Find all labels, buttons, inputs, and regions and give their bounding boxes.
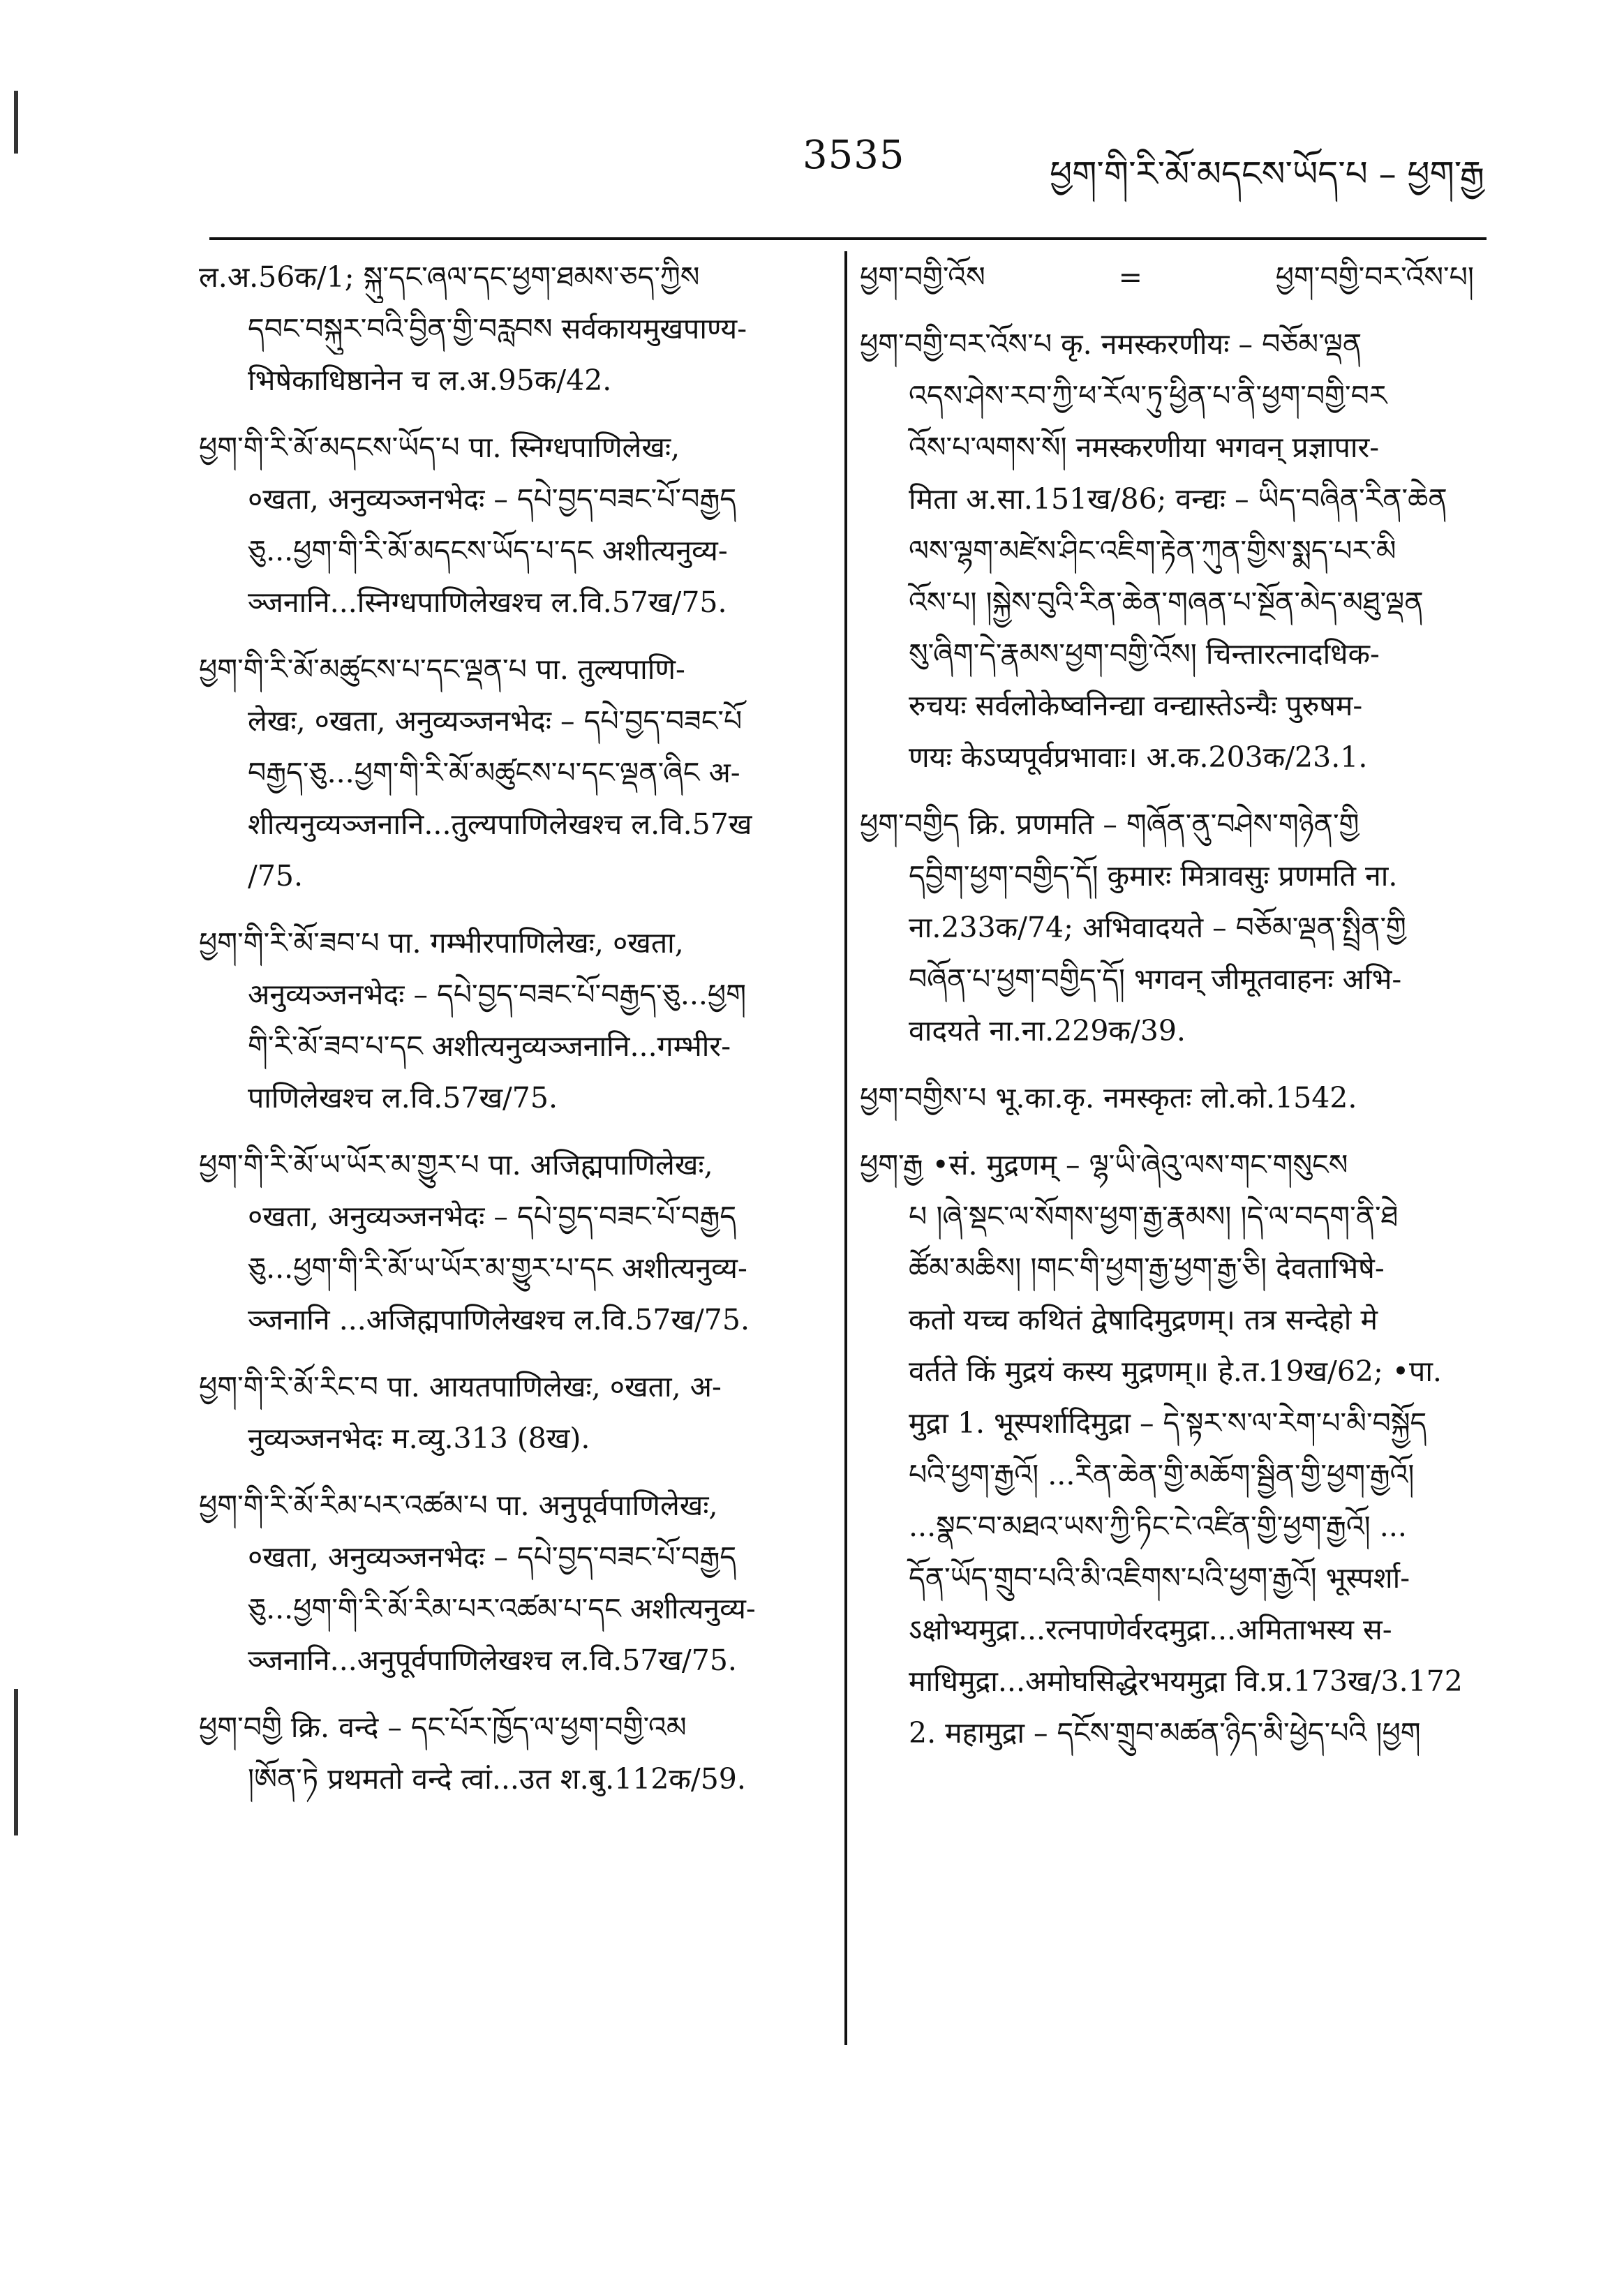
entry-line: དོན་ཡོད་གྲུབ་པའི་མི་འཇིགས་པའི་ཕྱག་རྒྱའོ། भूस्पर्शा- bbox=[909, 1561, 1410, 1595]
entry-line: ཅུ...ཕྱག་གི་རི་མོ་ཡ་ཡོར་མ་གྱུར་པ་དང अशीत्यनुव्य- bbox=[248, 1251, 747, 1285]
dictionary-entry bbox=[860, 251, 1474, 303]
entry-line: रुचयः सर्वलोकेष्वनिन्द्या वन्द्यास्तेऽन्यैः पुरुषम- bbox=[909, 689, 1363, 722]
page-header bbox=[0, 133, 1624, 195]
cross-reference-eq: = bbox=[1118, 260, 1142, 294]
entry-headline: ཕྱག་བགྱིས་པ भू.का.कृ. नमस्कृतः लो.को.1542. bbox=[860, 1081, 1357, 1115]
entry-line: वादयते ना.ना.229क/39. bbox=[909, 1014, 1186, 1048]
entry-line: ०खता, अनुव्यञ्जनभेदः – དཔེ་བྱད་བཟང་པོ་བརྒྱད bbox=[248, 1540, 737, 1574]
entry-line: འོས་པ་ལགས་སོ། नमस्करणीया भगवन् प्रज्ञापार- bbox=[909, 431, 1380, 464]
entry-headline: ཕྱག་གི་རི་མོ་ཟབ་པ पा. गम्भीरपाणिलेखः, ०खता, bbox=[199, 926, 684, 960]
entry-line: ཅུ...ཕྱག་གི་རི་མོ་མདངས་ཡོད་པ་དང अशीत्यनुव्य- bbox=[248, 534, 728, 567]
dictionary-entry bbox=[199, 1139, 834, 1346]
entry-line: मुद्रा 1. भूस्पर्शादिमुद्रा – དེ་སྟར་ས་ལ་རེག་པ་མི་བསྐྱོད bbox=[909, 1406, 1427, 1440]
entry-line: པ །ཞེ་སྡང་ལ་སོགས་ཕྱག་རྒྱ་རྣམས། །དེ་ལ་བདག་ནི་ཐེ bbox=[909, 1200, 1399, 1233]
entry-line: ०खता, अनुव्यञ्जनभेदः – དཔེ་བྱད་བཟང་པོ་བརྒྱད bbox=[248, 1200, 737, 1233]
dictionary-entry bbox=[860, 1072, 1474, 1124]
entry-line: मिता अ.सा.151ख/86; वन्द्यः – ཡིད་བཞིན་རིན་ཆེན bbox=[909, 482, 1447, 516]
dictionary-entry bbox=[199, 1361, 834, 1464]
cross-reference-line bbox=[860, 251, 1474, 303]
margin-mark bbox=[14, 91, 18, 154]
entry-headline: ཕྱག་གི་རི་མོ་རིང་བ पा. आयतपाणिलेखः, ०खता, अ- bbox=[199, 1370, 722, 1403]
cross-reference-target: ཕྱག་བགྱི་བར་འོས་པ། bbox=[1275, 260, 1474, 294]
entry-line: ...སྣང་བ་མཐའ་ཡས་ཀྱི་ཏིང་ངེ་འཛིན་གྱི་ཕྱག་རྒྱའོ། ... bbox=[909, 1510, 1407, 1543]
entry-line: शीत्यनुव्यञ्जनानि...तुल्यपाणिलेखश्च ल.वि.57ख bbox=[248, 807, 752, 841]
entry-headline: ཕྱག་གི་རི་མོ་ཡ་ཡོར་མ་གྱུར་པ पा. अजिह्मपाणिलेखः, bbox=[199, 1148, 713, 1182]
right-column bbox=[860, 251, 1474, 1774]
margin-mark bbox=[14, 1689, 18, 1835]
entry-line: अनुव्यञ्जनभेदः – དཔེ་བྱད་བཟང་པོ་བརྒྱད་ཅུ...ཕྱག bbox=[248, 978, 747, 1011]
entry-line: །ཨོན་ཏེ प्रथमतो वन्दे त्वां...उत श.बु.112क/59. bbox=[248, 1762, 746, 1796]
running-head: ཕྱག་གི་རི་མོ་མདངས་ཡོད་པ – ཕྱག་རྒྱ bbox=[1050, 154, 1484, 194]
entry-line: ञ्जनानि...अनुपूर्वपाणिलेखश्च ल.वि.57ख/75. bbox=[248, 1644, 737, 1677]
entry-line: བཞོན་པ་ཕྱག་བགྱིད་དོ། भगवन् जीमूतवाहनः अभि- bbox=[909, 962, 1402, 996]
entry-line: ऽक्षोभ्यमुद्रा...रत्नपाणेर्वरदमुद्रा...अमिताभस्य स- bbox=[909, 1613, 1392, 1646]
entry-line: ལས་ལྷག་མཛེས་ཤིང་འཇིག་རྟེན་ཀུན་གྱིས་སྨད་པར་མི bbox=[909, 534, 1396, 567]
dictionary-entry bbox=[199, 1701, 834, 1805]
entry-line: བརྒྱད་ཅུ...ཕྱག་གི་རི་མོ་མཚུངས་པ་དང་ལྡན་ཞིང अ- bbox=[248, 756, 740, 789]
entry-headline: ཕྱག་བགྱིད क्रि. प्रणमति – གཞོན་ནུ་བཤེས་གཉེན་གྱི bbox=[860, 807, 1359, 841]
dictionary-entry bbox=[860, 1139, 1474, 1759]
entry-line: 2. महामुद्रा – དངོས་གྲུབ་མཚན་ཉིད་མི་ཕྱེད་པའི །ཕྱག bbox=[909, 1716, 1421, 1750]
entry-line: ना.233क/74; अभिवादयते – བཅོམ་ལྡན་སྤྲིན་གྱི bbox=[909, 911, 1406, 944]
entry-headline: ल.अ.56क/1; སྐུ་དང་ཞལ་དང་ཕྱག་ཐམས་ཅད་ཀྱིས bbox=[199, 260, 700, 294]
header-rule bbox=[209, 237, 1487, 240]
dictionary-entry bbox=[199, 251, 834, 406]
entry-line: नुव्यञ्जनभेदः म.व्यु.313 (8ख). bbox=[248, 1422, 590, 1455]
dictionary-entry bbox=[199, 1480, 834, 1686]
entry-line: པའི་ཕྱག་རྒྱའོ། ...རིན་ཆེན་གྱི་མཆོག་སྦྱིན་གྱི་ཕྱག་རྒྱའོ། bbox=[909, 1458, 1415, 1491]
dictionary-entry bbox=[860, 798, 1474, 1057]
entry-line: वर्तते किं मुद्रयं कस्य मुद्रणम्॥ हे.त.19ख/62; •पा. bbox=[909, 1355, 1442, 1388]
dictionary-entry bbox=[199, 917, 834, 1124]
entry-line: སུ་ཞིག་དེ་རྣམས་ཕྱག་བགྱི་འོས། चिन्तारत्नादधिक- bbox=[909, 637, 1380, 671]
entry-line: भिषेकाधिष्ठानेन च ल.अ.95क/42. bbox=[248, 364, 612, 397]
entry-headline: ཕྱག་རྒྱ •सं. मुद्रणम् – ལྷ་ཡི་ཞེའུ་ལས་གང་གསུངས bbox=[860, 1148, 1348, 1182]
entry-line: ०खता, अनुव्यञ्जनभेदः – དཔེ་བྱད་བཟང་པོ་བརྒྱད bbox=[248, 482, 737, 516]
entry-headline: ཕྱག་གི་རི་མོ་མདངས་ཡོད་པ पा. स्निग्धपाणिलेखः, bbox=[199, 431, 680, 464]
dictionary-entry bbox=[860, 318, 1474, 783]
entry-line: ཚོམ་མཆིས། །གང་གི་ཕྱག་རྒྱ་ཕྱག་རྒྱ་ཅི། देवताभिषे- bbox=[909, 1251, 1385, 1285]
page-number: 3535 bbox=[803, 133, 905, 178]
entry-line: माधिमुद्रा...अमोघसिद्धेरभयमुद्रा वि.प्र.173ख/3.172 bbox=[909, 1664, 1463, 1698]
entry-line: འདས་ཤེས་རབ་ཀྱི་ཕ་རོལ་ཏུ་ཕྱིན་པ་ནི་ཕྱག་བགྱི་བར bbox=[909, 379, 1387, 412]
entry-line: लेखः, ०खता, अनुव्यञ्जनभेदः – དཔེ་བྱད་བཟང་པོ bbox=[248, 704, 743, 738]
entry-line: དབང་བསྐུར་བའི་བྱིན་གྱི་བརླབས सर्वकायमुखपाण्य- bbox=[248, 312, 747, 345]
entry-line: ཅུ...ཕྱག་གི་རི་མོ་རིམ་པར་འཚམ་པ་དང अशीत्यनुव्य- bbox=[248, 1592, 756, 1625]
entry-line: ञ्जनानि ...अजिह्मपाणिलेखश्च ल.वि.57ख/75. bbox=[248, 1303, 750, 1336]
entry-line: འོས་པ། །སྐྱེས་བུའི་རིན་ཆེན་གཞན་པ་སྔོན་མེད་མཐུ་ལྡན bbox=[909, 586, 1424, 619]
entry-headline: ཕྱག་གི་རི་མོ་མཚུངས་པ་དང་ལྡན་པ पा. तुल्यपाणि- bbox=[199, 653, 685, 686]
dictionary-entry bbox=[199, 422, 834, 628]
entry-headline: ཕྱག་གི་རི་མོ་རིམ་པར་འཚམ་པ पा. अनुपूर्वपाणिलेखः, bbox=[199, 1489, 718, 1522]
dictionary-entry bbox=[199, 643, 834, 902]
entry-line: གི་རི་མོ་ཟབ་པ་དང अशीत्यनुव्यञ्जनानि...गम्भीर- bbox=[248, 1029, 731, 1063]
column-divider bbox=[844, 251, 847, 2045]
entry-headline: ཕྱག་བགྱི क्रि. वन्दे – དང་པོར་ཁྱོད་ལ་ཕྱག་བགྱི་འམ bbox=[199, 1711, 687, 1744]
entry-line: /75. bbox=[248, 859, 304, 893]
entry-line: पाणिलेखश्च ल.वि.57ख/75. bbox=[248, 1081, 558, 1115]
entry-headline: ཕྱག་བགྱི་བར་འོས་པ कृ. नमस्करणीयः – བཅོམ་ལྡན bbox=[860, 327, 1362, 361]
entry-line: ञ्जनानि...स्निग्धपाणिलेखश्च ल.वि.57ख/75. bbox=[248, 586, 727, 619]
left-column bbox=[199, 251, 834, 1820]
entry-line: णयः केऽप्यपूर्वप्रभावाः। अ.क.203क/23.1. bbox=[909, 740, 1368, 774]
cross-reference-head: ཕྱག་བགྱི་འོས bbox=[860, 260, 985, 294]
entry-line: དབྱིག་ཕྱག་བགྱིད་དོ། कुमारः मित्रावसुः प्रणमति ना. bbox=[909, 859, 1398, 893]
entry-line: कतो यच्च कथितं द्वेषादिमुद्रणम्। तत्र सन्देहो मे bbox=[909, 1303, 1378, 1336]
